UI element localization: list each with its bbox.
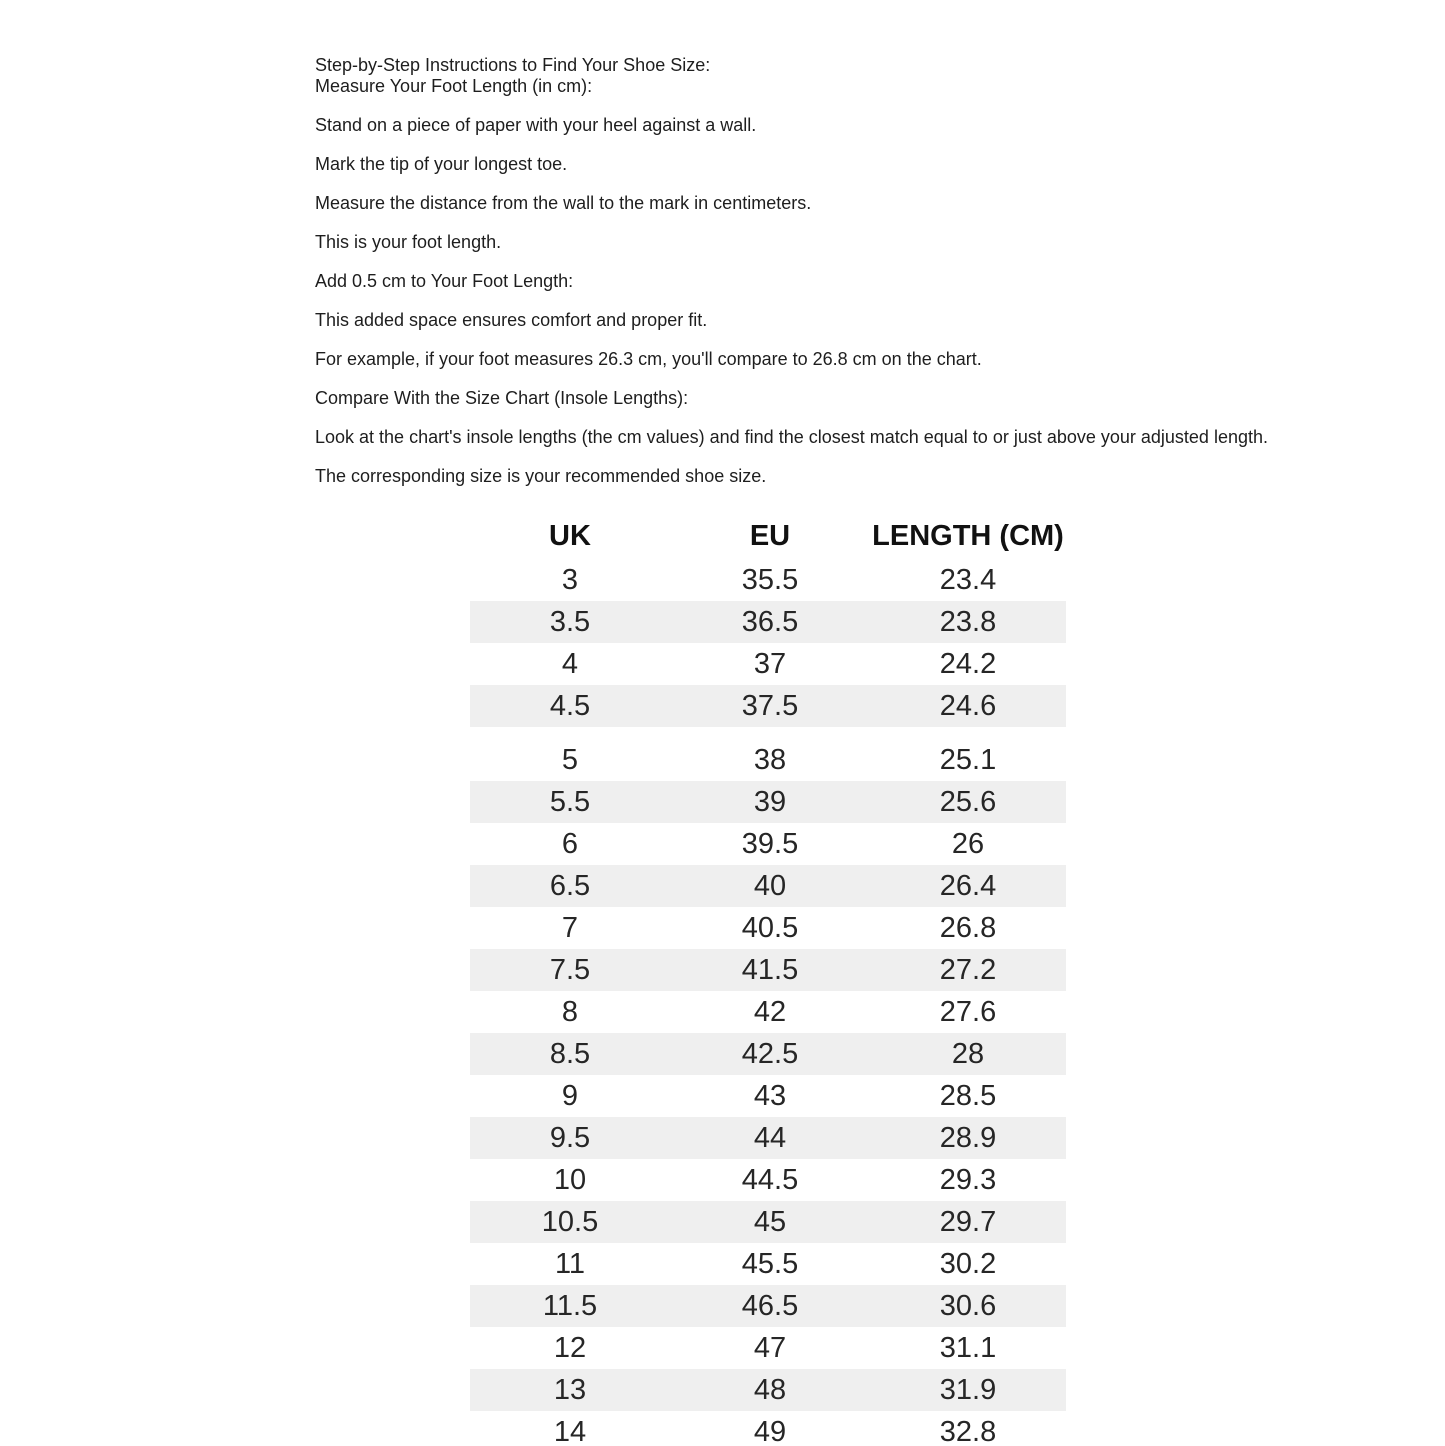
table-row xyxy=(470,1033,1066,1075)
table-cell: 44 xyxy=(753,1121,787,1154)
instruction-step: This is your foot length. xyxy=(315,232,502,252)
instructions-title-line1: Step-by-Step Instructions to Find Your Shoe Size: xyxy=(315,55,711,75)
size-table-body xyxy=(470,559,1066,1446)
table-cell: 11 xyxy=(554,1247,586,1280)
table-cell: 23.8 xyxy=(939,605,997,638)
table-cell: 10.5 xyxy=(541,1205,599,1238)
table-row xyxy=(470,643,1066,685)
table-row xyxy=(470,865,1066,907)
table-cell: 36.5 xyxy=(741,605,799,638)
table-cell: 28 xyxy=(951,1037,985,1070)
table-cell: 5 xyxy=(561,743,579,776)
table-cell: 29.3 xyxy=(939,1163,997,1196)
table-cell: 11.5 xyxy=(542,1289,598,1322)
table-row xyxy=(470,1327,1066,1369)
table-row xyxy=(470,1159,1066,1201)
table-cell: 23.4 xyxy=(939,563,997,596)
table-cell: 31.9 xyxy=(939,1373,997,1406)
table-row xyxy=(470,1201,1066,1243)
table-cell: 39 xyxy=(753,785,787,818)
table-row xyxy=(470,559,1066,601)
table-cell: 31.1 xyxy=(939,1331,997,1364)
column-header-eu: EU xyxy=(749,519,791,552)
table-cell: 24.6 xyxy=(939,689,997,722)
table-cell: 10 xyxy=(553,1163,587,1196)
table-cell: 28.5 xyxy=(939,1079,997,1112)
table-cell: 29.7 xyxy=(939,1205,997,1238)
table-cell: 45 xyxy=(753,1205,787,1238)
column-header-length-cm: LENGTH (CM) xyxy=(872,519,1064,552)
instruction-step: This added space ensures comfort and proper fit. xyxy=(315,310,708,330)
table-cell: 27.2 xyxy=(939,953,997,986)
table-cell: 3.5 xyxy=(549,605,591,638)
instruction-step: Compare With the Size Chart (Insole Lengths): xyxy=(315,388,689,408)
table-cell: 14 xyxy=(553,1415,587,1446)
table-row xyxy=(470,685,1066,727)
table-cell: 35.5 xyxy=(741,563,799,596)
table-cell: 42 xyxy=(753,995,787,1028)
table-cell: 49 xyxy=(753,1415,787,1446)
table-cell: 26.8 xyxy=(939,911,997,944)
table-cell: 40.5 xyxy=(741,911,799,944)
column-header-uk: UK xyxy=(549,519,591,552)
table-cell: 9.5 xyxy=(549,1121,591,1154)
instruction-step: Stand on a piece of paper with your heel against a wall. xyxy=(315,115,757,135)
table-row xyxy=(470,907,1066,949)
table-cell: 8 xyxy=(561,995,579,1028)
table-cell: 7.5 xyxy=(549,953,591,986)
table-row xyxy=(470,991,1066,1033)
instruction-step: Add 0.5 cm to Your Foot Length: xyxy=(315,271,574,291)
table-header-row xyxy=(470,513,1066,559)
table-cell: 9 xyxy=(561,1079,579,1112)
instruction-step: Look at the chart's insole lengths (the cm values) and find the closest match equal to or just above your adjusted length. xyxy=(315,427,1268,447)
table-cell: 6 xyxy=(561,827,579,860)
instruction-step: For example, if your foot measures 26.3 cm, you'll compare to 26.8 cm on the chart. xyxy=(315,349,982,369)
table-cell: 42.5 xyxy=(741,1037,799,1070)
table-cell: 41.5 xyxy=(741,953,799,986)
table-cell: 46.5 xyxy=(741,1289,799,1322)
table-row xyxy=(470,739,1066,781)
table-cell: 27.6 xyxy=(939,995,997,1028)
table-cell: 26.4 xyxy=(939,869,997,902)
table-cell: 25.1 xyxy=(939,743,997,776)
table-cell: 47 xyxy=(753,1331,787,1364)
table-row xyxy=(470,823,1066,865)
table-cell: 30.6 xyxy=(939,1289,997,1322)
size-chart-table xyxy=(470,513,1066,1446)
table-cell: 8.5 xyxy=(549,1037,591,1070)
table-cell: 28.9 xyxy=(939,1121,997,1154)
table-cell: 3 xyxy=(561,563,579,596)
table-cell: 26 xyxy=(951,827,985,860)
table-cell: 40 xyxy=(753,869,787,902)
instruction-step: The corresponding size is your recommended shoe size. xyxy=(315,466,767,486)
table-cell: 12 xyxy=(553,1331,587,1364)
table-cell: 5.5 xyxy=(549,785,591,818)
table-row xyxy=(470,1369,1066,1411)
table-cell: 6.5 xyxy=(549,869,591,902)
table-row xyxy=(470,949,1066,991)
table-cell: 45.5 xyxy=(741,1247,799,1280)
table-cell: 4.5 xyxy=(549,689,591,722)
table-cell: 48 xyxy=(753,1373,787,1406)
instructions-block xyxy=(0,0,1445,487)
table-cell: 38 xyxy=(753,743,787,776)
table-cell: 13 xyxy=(553,1373,587,1406)
table-cell: 37 xyxy=(753,647,787,680)
table-cell: 39.5 xyxy=(741,827,799,860)
table-cell: 43 xyxy=(753,1079,787,1112)
table-row xyxy=(470,1285,1066,1327)
table-row xyxy=(470,781,1066,823)
table-row xyxy=(470,1243,1066,1285)
table-row xyxy=(470,601,1066,643)
table-cell: 7 xyxy=(561,911,579,944)
table-cell: 37.5 xyxy=(741,689,799,722)
instruction-step: Measure the distance from the wall to the mark in centimeters. xyxy=(315,193,812,213)
table-cell: 25.6 xyxy=(939,785,997,818)
table-row xyxy=(470,1075,1066,1117)
instruction-step: Mark the tip of your longest toe. xyxy=(315,154,568,174)
table-cell: 44.5 xyxy=(741,1163,799,1196)
table-row xyxy=(470,1411,1066,1446)
table-row xyxy=(470,1117,1066,1159)
table-cell: 4 xyxy=(561,647,579,680)
table-cell: 24.2 xyxy=(939,647,997,680)
table-cell: 30.2 xyxy=(939,1247,997,1280)
table-cell: 32.8 xyxy=(939,1415,997,1446)
instructions-title-line2: Measure Your Foot Length (in cm): xyxy=(315,76,593,96)
